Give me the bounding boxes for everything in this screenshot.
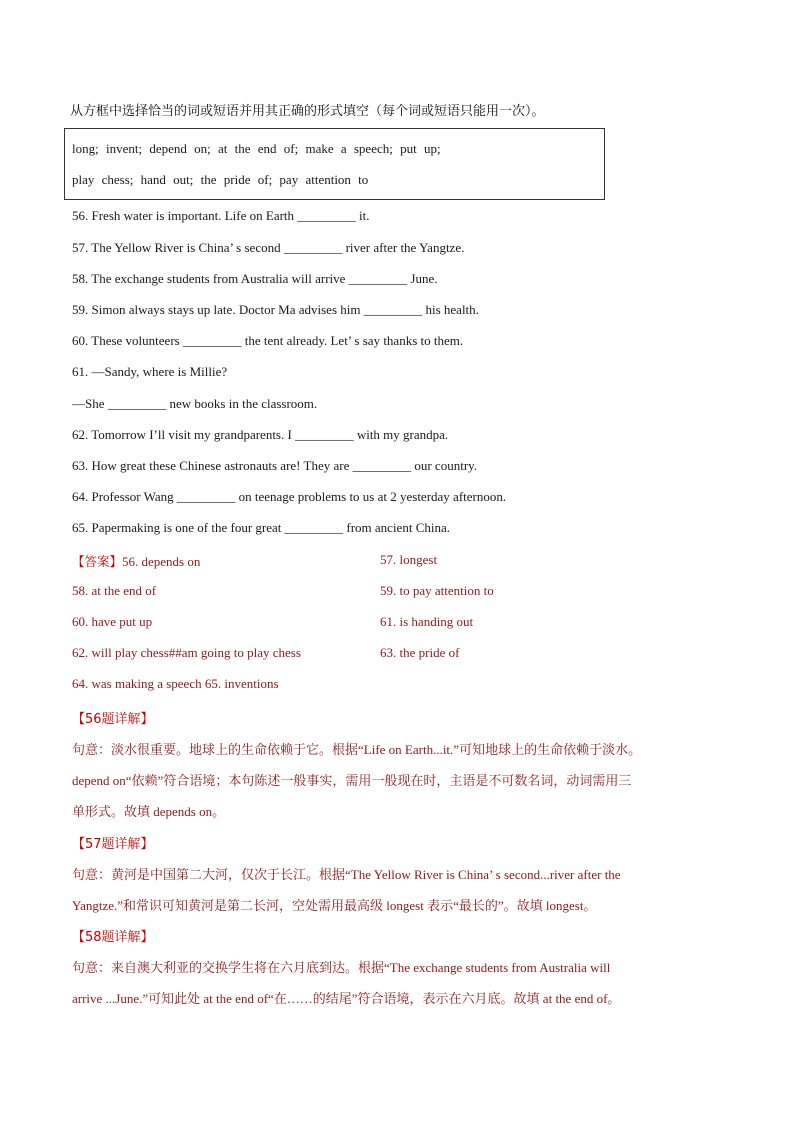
explanation-56-line-1: 句意：淡水很重要。地球上的生命依赖于它。根据“Life on Earth...it.”可知地球上的生命依赖于淡水。	[72, 742, 642, 757]
explanation-56-line-2: depend on“依赖”符合语境；本句陈述一般事实，需用一般现在时，主语是不可数名词，动词需用三	[72, 773, 632, 788]
answer-57: 57. longest	[380, 552, 438, 567]
question-56: 56. Fresh water is important. Life on Earth _________ it.	[72, 208, 370, 223]
answer-label: 【答案】	[72, 554, 123, 569]
explanation-57-line-1: 句意：黄河是中国第二大河，仅次于长江。根据“The Yellow River is China’ s second...river after the	[72, 867, 621, 882]
answer-60: 60. have put up	[72, 614, 153, 629]
question-62: 62. Tomorrow I’ll visit my grandparents. I _________ with my grandpa.	[72, 427, 449, 442]
answer-56	[72, 552, 200, 570]
word-box-line-2: play chess; hand out; the pride of; pay attention to	[72, 172, 369, 187]
word-box	[64, 128, 605, 200]
explanation-57-line-2: Yangtze.”和常识可知黄河是第二长河，空处需用最高级 longest 表示“最长的”。故填 longest。	[72, 898, 597, 913]
instruction-text: 从方框中选择恰当的词或短语并用其正确的形式填空（每个词或短语只能用一次）。	[70, 104, 545, 119]
answer-56-text: 56. depends on	[122, 554, 201, 569]
answer-62: 62. will play chess##am going to play chess	[72, 645, 301, 660]
question-63: 63. How great these Chinese astronauts are! They are _________ our country.	[72, 458, 478, 473]
answer-63: 63. the pride of	[380, 645, 460, 660]
question-58: 58. The exchange students from Australia will arrive _________ June.	[72, 271, 438, 286]
word-box-line-1: long; invent; depend on; at the end of; make a speech; put up;	[72, 141, 441, 156]
question-61-reply: —She _________ new books in the classroom.	[72, 396, 318, 411]
question-59: 59. Simon always stays up late. Doctor Ma advises him _________ his health.	[72, 302, 479, 317]
answer-59: 59. to pay attention to	[380, 583, 494, 598]
question-57: 57. The Yellow River is China’ s second _________ river after the Yangtze.	[72, 240, 465, 255]
explanation-56-line-3: 单形式。故填 depends on。	[72, 804, 226, 819]
question-61-prompt: 61. —Sandy, where is Millie?	[72, 364, 228, 379]
explanation-58-line-1: 句意：来自澳大利亚的交换学生将在六月底到达。根据“The exchange students from Australia will	[72, 960, 611, 975]
question-60: 60. These volunteers _________ the tent already. Let’ s say thanks to them.	[72, 333, 464, 348]
explanation-56-heading: 【56题详解】	[72, 712, 154, 727]
explanation-57-heading: 【57题详解】	[72, 837, 154, 852]
explanation-58-line-2: arrive ...June.”可知此处 at the end of“在……的结尾”符合语境，表示在六月底。故填 at the end of。	[72, 991, 621, 1006]
answer-58: 58. at the end of	[72, 583, 157, 598]
explanation-58-heading: 【58题详解】	[72, 930, 154, 945]
answer-61: 61. is handing out	[380, 614, 474, 629]
question-65: 65. Papermaking is one of the four great _________ from ancient China.	[72, 520, 450, 535]
question-64: 64. Professor Wang _________ on teenage problems to us at 2 yesterday afternoon.	[72, 489, 507, 504]
answer-64-65: 64. was making a speech 65. inventions	[72, 676, 279, 691]
